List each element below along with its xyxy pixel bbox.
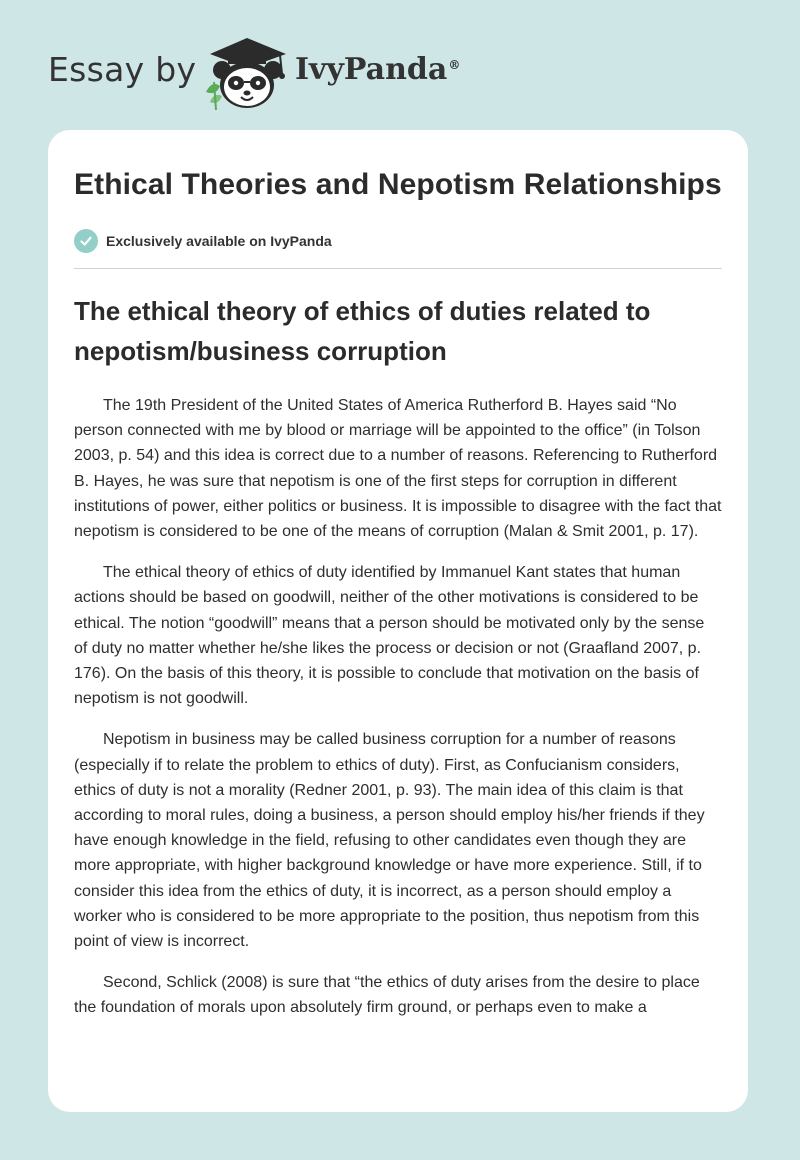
- divider: [74, 268, 722, 269]
- paragraph: The ethical theory of ethics of duty identified by Immanuel Kant states that human actions should be based on goodwill, neither of the other motivations is considered to be ethical. The notion “goodwill” means that a person should be motivated only by the sense of duty no matter whether he/she likes the process or decision or not (Graafland 2007, p. 176). On the basis of this theory, it is possible to conclude that motivation on the basis of nepotism is not goodwill.: [74, 564, 705, 708]
- site-header: [0, 0, 800, 130]
- article-body: [74, 393, 722, 1021]
- registered-mark: ®: [448, 58, 461, 72]
- badge-label: Exclusively available on IvyPanda: [106, 233, 332, 249]
- paragraph: Nepotism in business may be called business corruption for a number of reasons (especially if to relate the problem to ethics of duty). First, as Confucianism considers, ethics of duty is not a morality (Redner 2001, p. 93). The main idea of this claim is that according to moral rules, doing a business, a person should employ his/her friends if they have enough knowledge in the field, refusing to other candidates even though they are more appropriate, with higher background knowledge or have more experience. Still, if to consider this idea from the ethics of duty, it is incorrect, as a person should employ a worker who is considered to be more appropriate to the position, thus nepotism from this point of view is incorrect.: [74, 731, 705, 951]
- check-circle-icon: [74, 229, 98, 253]
- page-title: Ethical Theories and Nepotism Relationships: [74, 168, 722, 201]
- brand-prefix: Essay by: [48, 50, 197, 89]
- essay-card: [48, 130, 748, 1112]
- paragraph: Second, Schlick (2008) is sure that “the ethics of duty arises from the desire to place the foundation of morals upon absolutely firm ground, or perhaps even to make a: [74, 974, 700, 1017]
- paragraph: The 19th President of the United States of America Rutherford B. Hayes said “No person connected with me by blood or marriage will be appointed to the office” (in Tolson 2003, p. 54) and this idea is correct due to a number of reasons. Referencing to Rutherford B. Hayes, he was sure that nepotism is one of the first steps for corruption in different institutions of power, either politics or business. It is impossible to disagree with the fact that nepotism is considered to be one of the means of corruption (Malan & Smit 2001, p. 17).: [74, 397, 722, 541]
- exclusive-badge: [74, 228, 722, 254]
- panda-graduate-icon[interactable]: [200, 30, 300, 112]
- brand-name[interactable]: IvyPanda®: [295, 52, 461, 87]
- section-heading: The ethical theory of ethics of duties related to nepotism/business corruption: [74, 296, 651, 366]
